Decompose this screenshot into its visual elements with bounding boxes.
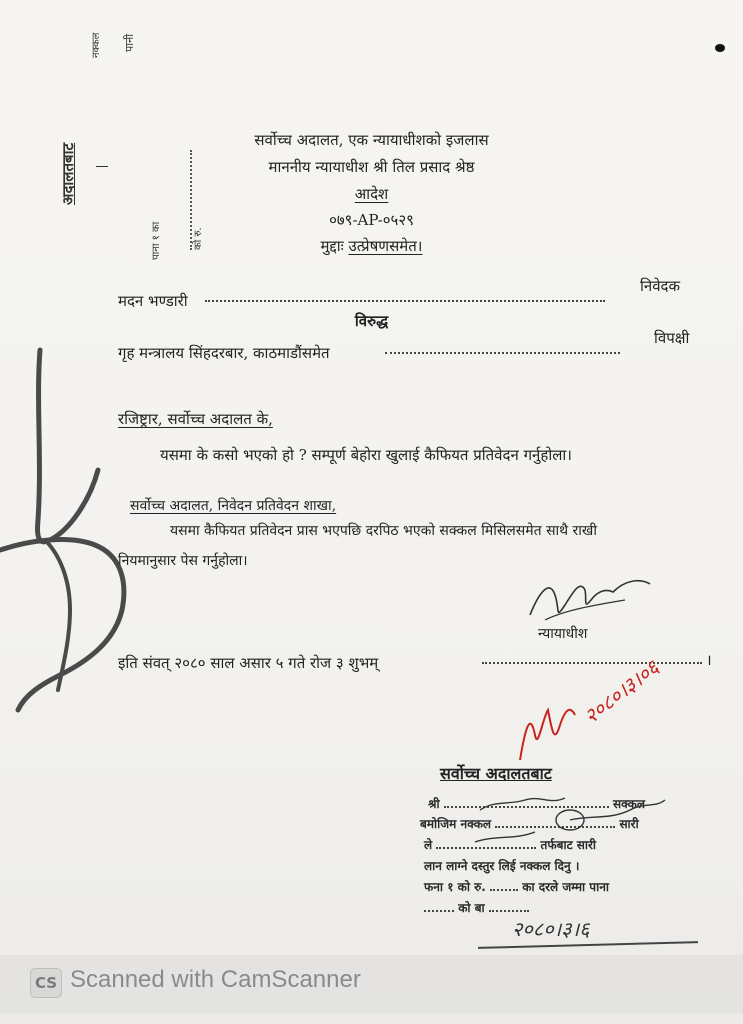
stamp-line6: [424, 899, 529, 916]
margin-side-note-2: पानी: [123, 33, 136, 52]
judge-line: माननीय न्यायाधीश श्री तिल प्रसाद श्रेष्ठ: [268, 158, 475, 176]
red-initials: [510, 690, 580, 770]
stamp-line6-dots-a: [424, 910, 454, 912]
court-line: सर्वोच्च अदालत, एक न्यायाधीशको इजलास: [254, 131, 489, 149]
stamp-line1-suffix: सक्कल: [612, 797, 645, 811]
date-end-mark: ।: [706, 651, 712, 669]
stamp-handwriting: [470, 780, 670, 860]
ink-dot: [715, 44, 725, 52]
stamp-line5-left: फना १ को रु.: [424, 880, 486, 894]
stamp-title: सर्वोच्च अदालतबाट: [440, 764, 552, 783]
petitioner-dots: [205, 300, 605, 302]
respondent-name: गृह मन्त्रालय सिंहदरबार, काठमाडौंसमेत: [118, 344, 330, 362]
stamp-line4: लान लाग्ने दस्तुर लिई नक्कल दिनु ।: [424, 859, 580, 873]
margin-side-label: अदालतबाट: [59, 142, 77, 205]
stamp-line3-suffix: तर्फबाट सारी: [540, 838, 597, 852]
date-dots: [482, 662, 702, 664]
instruction-1: यसमा के कसो भएको हो ? सम्पूर्ण बेहोरा खुलाई कैफियत प्रतिवेदन गर्नुहोला।: [160, 446, 572, 464]
petitioner-role: निवेदक: [640, 277, 681, 295]
judge-signature: [525, 570, 655, 630]
petitioner-name: मदन भण्डारी: [118, 292, 188, 310]
subject-line: [0, 236, 743, 256]
stamp-line5-right: का दरले जम्मा पाना: [522, 880, 609, 894]
versus-label: विरुद्ध: [354, 312, 389, 330]
stamp-line6-dots-b: [489, 910, 529, 912]
addressee-1: रजिष्ट्रार, सर्वोच्च अदालत के,: [118, 410, 273, 428]
stamp-line2-left: बमोजिम नक्कल: [420, 817, 492, 831]
margin-side-note-top: नक्कल: [91, 32, 102, 58]
scanned-with-text: Scanned with CamScanner: [70, 966, 361, 993]
margin-side-note-4: को रु.: [193, 227, 204, 250]
margin-side-note-3: पाना १ का: [151, 221, 162, 260]
order-title: आदेश: [354, 185, 389, 203]
instruction-2-line2: नियमानुसार पेस गर्नुहोला।: [118, 553, 248, 569]
respondent-role: विपक्षी: [654, 329, 690, 347]
stamp-line5: [424, 878, 609, 895]
signature-title: न्यायाधीश: [538, 626, 588, 642]
instruction-2-line1: यसमा कैफियत प्रतिवेदन प्रास भएपछि दरपिठ भएको सक्कल मिसिलसमेत साथै राखी: [170, 523, 597, 539]
stamp-line5-dots: [490, 889, 518, 891]
subject-value: उत्प्रेषणसमेत।: [348, 237, 423, 255]
red-annotation: २०८०।३।०६: [579, 655, 664, 729]
addressee-2: सर्वोच्च अदालत, निवेदन प्रतिवेदन शाखा,: [130, 498, 337, 514]
date-line: इति संवत् २०८० साल असार ५ गते रोज ३ शुभम्: [118, 654, 379, 672]
respondent-dots: [385, 352, 620, 354]
stamp-handwritten-date: २०८०।३।६: [512, 917, 590, 941]
stamp-line6-text: को बा: [458, 901, 485, 915]
subject-label: मुद्दाः: [320, 237, 344, 255]
stamp-line2-right: सारी: [619, 817, 639, 831]
camscanner-logo: CS: [30, 968, 62, 998]
stamp-line3-prefix: ले: [424, 838, 433, 852]
stamp-line1-prefix: श्री: [428, 797, 440, 811]
case-number: ०७९-AP-०५२९: [329, 211, 414, 229]
